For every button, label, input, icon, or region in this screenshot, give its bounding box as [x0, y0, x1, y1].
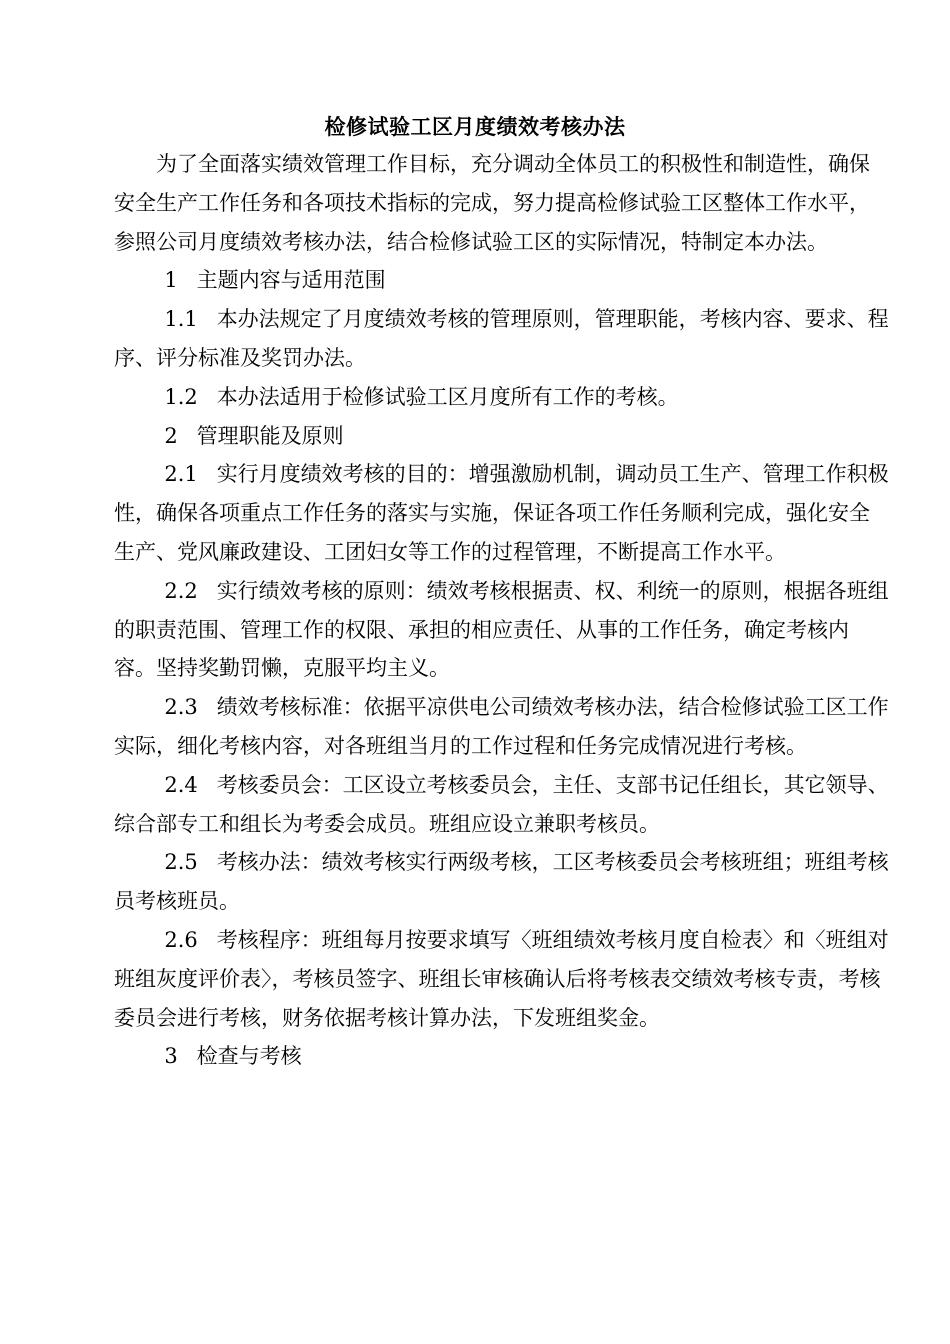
clause-text: 绩效考核标准：依据平凉供电公司绩效考核办法，结合检修试验工区工作实际，细化考核内容，对各班组当月的工作过程和任务完成情况进行考核。 [114, 695, 889, 758]
clause-number: 2.5 [164, 850, 198, 875]
section-number: 1 [164, 268, 178, 293]
clause-number: 2.1 [164, 462, 198, 487]
clause-text: 本办法规定了月度绩效考核的管理原则，管理职能，考核内容、要求、程序、评分标准及奖罚办法。 [114, 307, 889, 370]
document-title: 检修试验工区月度绩效考核办法 [324, 115, 626, 139]
section-heading-3 [114, 1037, 889, 1076]
clause-1-1 [114, 300, 889, 378]
paragraph-text: 为了全面落实绩效管理工作目标，充分调动全体员工的积极性和制造性，确保安全生产工作任务和各项技术指标的完成，努力提高检修试验工区整体工作水平，参照公司月度绩效考核办法，结合检修试验工区的实际情况，特制定本办法。 [114, 152, 870, 254]
clause-text: 考核程序：班组每月按要求填写〈班组绩效考核月度自检表〉和〈班组对班组灰度评价表〉，考核员签字、班组长审核确认后将考核表交绩效考核专责，考核委员会进行考核，财务依据考核计算办法，下发班组奖金。 [114, 927, 889, 1030]
clause-2-2 [114, 572, 889, 688]
clause-number: 1.2 [164, 384, 198, 409]
clause-text: 实行月度绩效考核的目的：增强激励机制，调动员工生产、管理工作积极性，确保各项重点工作任务的落实与实施，保证各项工作任务顺利完成，强化安全生产、党风廉政建设、工团妇女等工作的过程管理，不断提高工作水平。 [114, 462, 889, 564]
section-heading-2 [114, 417, 889, 456]
clause-1-2 [114, 378, 889, 417]
section-heading-text: 管理职能及原则 [196, 423, 344, 448]
section-heading-text: 检查与考核 [196, 1044, 302, 1069]
clause-number: 2.6 [164, 927, 198, 952]
clause-text: 实行绩效考核的原则：绩效考核根据责、权、利统一的原则，根据各班组的职责范围、管理工作的权限、承担的相应责任、从事的工作任务，确定考核内容。坚持奖勤罚懒，克服平均主义。 [114, 578, 889, 681]
section-heading-1 [114, 261, 889, 300]
document-body [114, 145, 889, 1076]
clause-2-5 [114, 843, 889, 921]
section-number: 3 [164, 1044, 178, 1069]
clause-2-1 [114, 455, 889, 571]
section-heading-text: 主题内容与适用范围 [196, 268, 386, 293]
clause-number: 2.4 [164, 772, 198, 797]
clause-2-6 [114, 921, 889, 1037]
clause-text: 考核办法：绩效考核实行两级考核，工区考核委员会考核班组；班组考核员考核班员。 [114, 850, 889, 914]
clause-number: 1.1 [164, 307, 198, 332]
clause-text: 考核委员会：工区设立考核委员会，主任、支部书记任组长，其它领导、综合部专工和组长为考委会成员。班组应设立兼职考核员。 [114, 772, 889, 836]
clause-number: 2.3 [164, 695, 198, 720]
section-number: 2 [164, 423, 178, 448]
clause-number: 2.2 [164, 578, 198, 603]
clause-2-3 [114, 688, 889, 766]
clause-2-4 [114, 766, 889, 844]
intro-paragraph [114, 145, 889, 261]
clause-text: 本办法适用于检修试验工区月度所有工作的考核。 [216, 384, 679, 409]
